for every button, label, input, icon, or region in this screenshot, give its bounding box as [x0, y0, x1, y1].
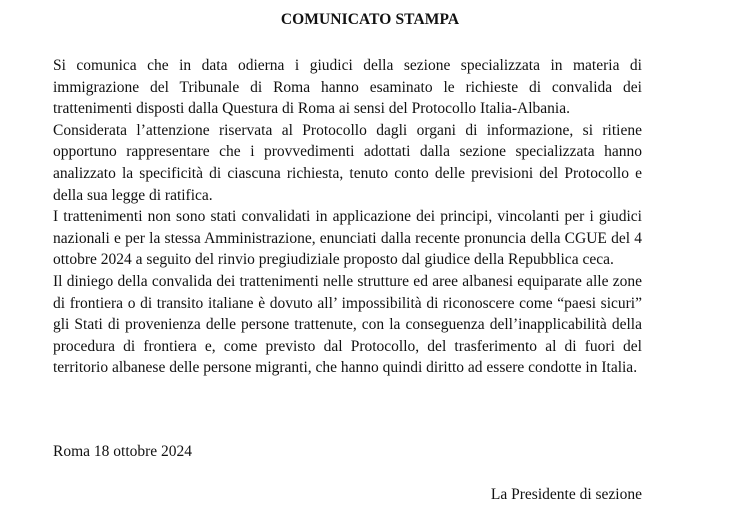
signature-line: La Presidente di sezione: [490, 486, 642, 503]
place-date: Roma 18 ottobre 2024: [53, 443, 193, 460]
paragraph-4: Il diniego della convalida dei trattenimenti nelle strutture ed aree albanesi equiparate alle zone di frontiera o di transito italiane è dovuto all’ impossibilità di riconoscere come “paesi sicuri” gli Stati di provenienza delle persone trattenute, con la conseguenza dell’inapplicabilità della procedura di frontiera e, come previsto dal Protocollo, del trasferimento al di fuori del territorio albanese delle persone migranti, che hanno quindi diritto ad essere condotte in Italia.: [53, 272, 642, 377]
document-title: COMUNICATO STAMPA: [280, 11, 460, 28]
paragraph-2: Considerata l’attenzione riservata al Protocollo dagli organi di informazione, si ritiene opportuno rappresentare che i provvedimenti adottati dalla sezione specializzata hanno analizzato la specificità di ciascuna richiesta, tenuto conto delle previsioni del Protocollo e della sua legge di ratifica.: [53, 121, 642, 204]
paragraph-1: Si comunica che in data odierna i giudici della sezione specializzata in materia di immigrazione del Tribunale di Roma hanno esaminato le richieste di convalida dei trattenimenti disposti dalla Questura di Roma ai sensi del Protocollo Italia-Albania.: [53, 57, 642, 118]
document-body: [53, 55, 642, 379]
paragraph-3: I trattenimenti non sono stati convalidati in applicazione dei principi, vincolanti per i giudici nazionali e per la stessa Amministrazione, enunciati dalla recente pronuncia della CGUE del 4 ottobre 2024 a seguito del rinvio pregiudiziale proposto dal giudice della Repubblica ceca.: [53, 208, 642, 269]
